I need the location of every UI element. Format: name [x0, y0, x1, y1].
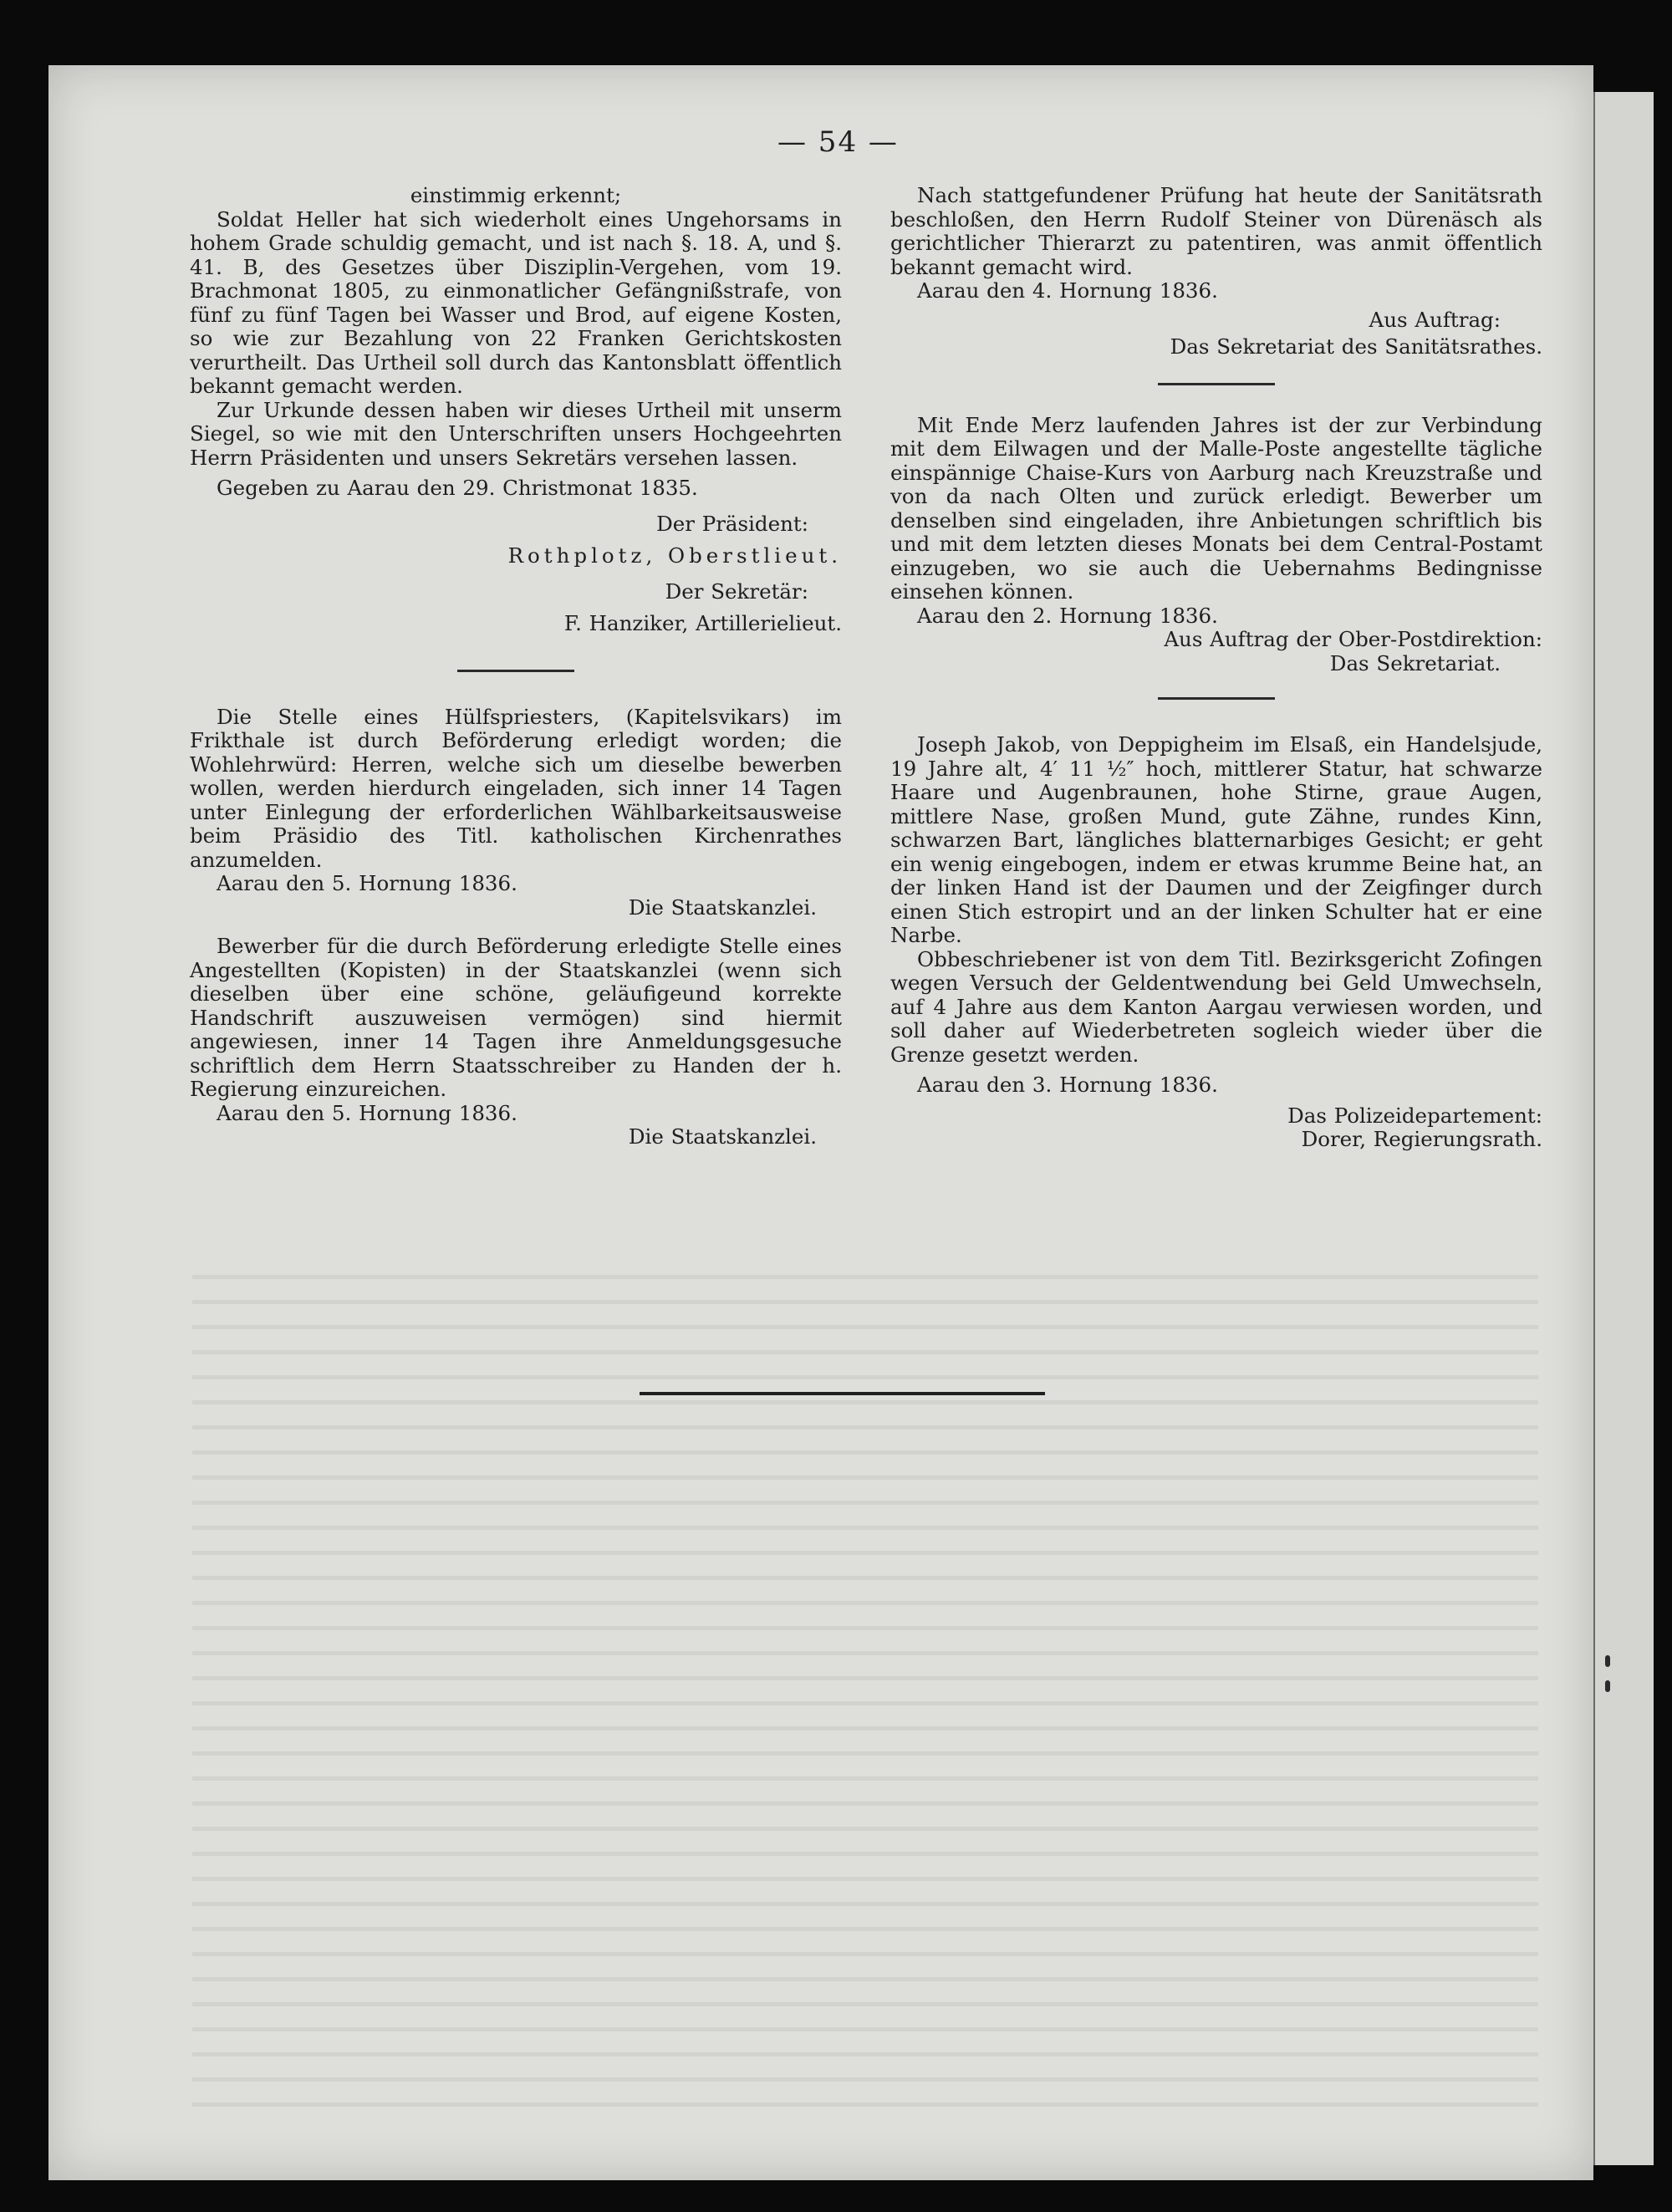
chaplain-notice-date: Aarau den 5. Hornung 1836.	[217, 871, 517, 895]
chaplain-notice-signature: Die Staatskanzlei.	[628, 894, 817, 920]
judgment-section	[190, 184, 842, 636]
post-notice-date: Aarau den 2. Hornung 1836.	[917, 603, 1218, 628]
president-title: Der Präsident:	[656, 511, 808, 536]
post-notice-order: Aus Auftrag der Ober-Postdirektion:	[1164, 627, 1542, 651]
left-column	[190, 184, 842, 1149]
expulsion-notice-date: Aarau den 3. Hornung 1836.	[917, 1073, 1218, 1097]
binding-mark	[1605, 1655, 1610, 1667]
binding-mark	[1605, 1680, 1610, 1692]
right-column	[890, 184, 1542, 1152]
section-divider	[1158, 697, 1275, 700]
expulsion-notice-name: Dorer, Regierungsrath.	[1301, 1127, 1542, 1151]
judgment-seal: Zur Urkunde dessen haben wir dieses Urtheil mit unserm Siegel, so wie mit den Unterschriften unsers Hochgeehrten Herrn Präsidenten und unsers Sekretärs versehen lassen.	[190, 397, 842, 470]
veterinarian-notice-order: Aus Auftrag:	[1369, 307, 1501, 332]
chaplain-notice	[190, 706, 842, 920]
expulsion-notice-signature: Das Polizeidepartement:	[1287, 1103, 1542, 1128]
judgment-date: Gegeben zu Aarau den 29. Christmonat 1835.	[217, 476, 698, 500]
veterinarian-notice	[890, 184, 1542, 359]
chaplain-notice-body: Die Stelle eines Hülfspriesters, (Kapitelsvikars) im Frikthale ist durch Beförderung erledigt worden; die Wohlehrwürd: Herren, welche sich um dieselbe bewerben wollen, werden hierdurch eingeladen, sich inner 14 Tagen unter Einlegung der erforderlichen Wählbarkeitsausweise beim Präsidio des Titl. katholischen Kirchenrathes anzumelden.	[190, 704, 842, 872]
president-name: Rothplotz, Oberstlieut.	[507, 543, 842, 568]
section-divider	[457, 670, 574, 672]
post-notice	[890, 414, 1542, 676]
copyist-notice	[190, 935, 842, 1149]
veterinarian-notice-date: Aarau den 4. Hornung 1836.	[917, 278, 1218, 303]
closing-rule	[640, 1392, 1045, 1395]
copyist-notice-signature: Die Staatskanzlei.	[628, 1124, 817, 1149]
expulsion-notice-verdict: Obbeschriebener ist von dem Titl. Bezirksgericht Zofingen wegen Versuch der Geldentwendung bei Geld Umwechseln, auf 4 Jahre aus dem Kanton Aargau verwiesen worden, und soll daher auf Wiederbetreten sogleich wieder über die Grenze gesetzt werden.	[890, 946, 1542, 1067]
secretary-title: Der Sekretär:	[665, 578, 808, 604]
next-page-edge	[1593, 92, 1654, 2165]
post-notice-body: Mit Ende Merz laufenden Jahres ist der zur Verbindung mit dem Eilwagen und der Malle-Poste angestellte tägliche einspännige Chaise-Kurs von Aarburg nach Kreuzstraße und von da nach Olten und zurück erledigt. Bewerber um denselben sind eingeladen, ihre Anbietungen schriftlich bis und mit dem letzten dieses Monats bei dem Central-Postamt einzugeben, wo sie auch die Uebernahms Bedingnisse einsehen können.	[890, 412, 1542, 604]
judgment-heading: einstimmig erkennt;	[410, 183, 622, 207]
post-notice-signature: Das Sekretariat.	[1329, 650, 1501, 675]
page-number: — 54 —	[777, 125, 899, 159]
reverse-side-bleed-through	[192, 1271, 1538, 2107]
secretary-name: F. Hanziker, Artillerielieut.	[563, 611, 842, 635]
veterinarian-notice-body: Nach stattgefundener Prüfung hat heute der Sanitätsrath beschloßen, den Herrn Rudolf Steiner von Dürenäsch als gerichtlicher Thierarzt zu patentiren, was anmit öffentlich bekannt gemacht wird.	[890, 183, 1542, 279]
section-divider	[1158, 383, 1275, 385]
copyist-notice-date: Aarau den 5. Hornung 1836.	[217, 1100, 517, 1125]
copyist-notice-body: Bewerber für die durch Beförderung erledigte Stelle eines Angestellten (Kopisten) in der Staatskanzlei (wenn sich dieselben über eine schöne, geläufigeund korrekte Handschrift auszuweisen vermögen) sind hiermit angewiesen, inner 14 Tagen ihre Anmeldungsgesuche schriftlich dem Herrn Staatsschreiber zu Handen der h. Regierung einzureichen.	[190, 934, 842, 1101]
judgment-verdict: Soldat Heller hat sich wiederholt eines Ungehorsams in hohem Grade schuldig gemacht, und ist nach §. 18. A, und §. 41. B, des Gesetzes über Disziplin-Vergehen, vom 19. Brachmonat 1805, zu einmonatlicher Gefängnißstrafe, von fünf zu fünf Tagen bei Wasser und Brod, auf eigene Kosten, so wie zur Bezahlung von 22 Franken Gerichtskosten verurtheilt. Das Urtheil soll durch das Kantonsblatt öffentlich bekannt gemacht werden.	[190, 206, 842, 398]
expulsion-notice	[890, 733, 1542, 1152]
veterinarian-notice-signature: Das Sekretariat des Sanitätsrathes.	[1170, 334, 1542, 359]
expulsion-notice-description: Joseph Jakob, von Deppigheim im Elsaß, ein Handelsjude, 19 Jahre alt, 4′ 11 ½″ hoch, mittlerer Statur, hat schwarze Haare und Augenbraunen, hohe Stirne, graue Augen, mittlere Nase, großen Mund, gute Zähne, rundes Kinn, schwarzen Bart, längliches blatternarbiges Gesicht; er geht ein wenig eingebogen, indem er etwas krumme Beine hat, an der linken Hand ist der Daumen und der Zeigfinger durch einen Stich estropirt und an der linken Schulter hat er eine Narbe.	[890, 732, 1542, 947]
